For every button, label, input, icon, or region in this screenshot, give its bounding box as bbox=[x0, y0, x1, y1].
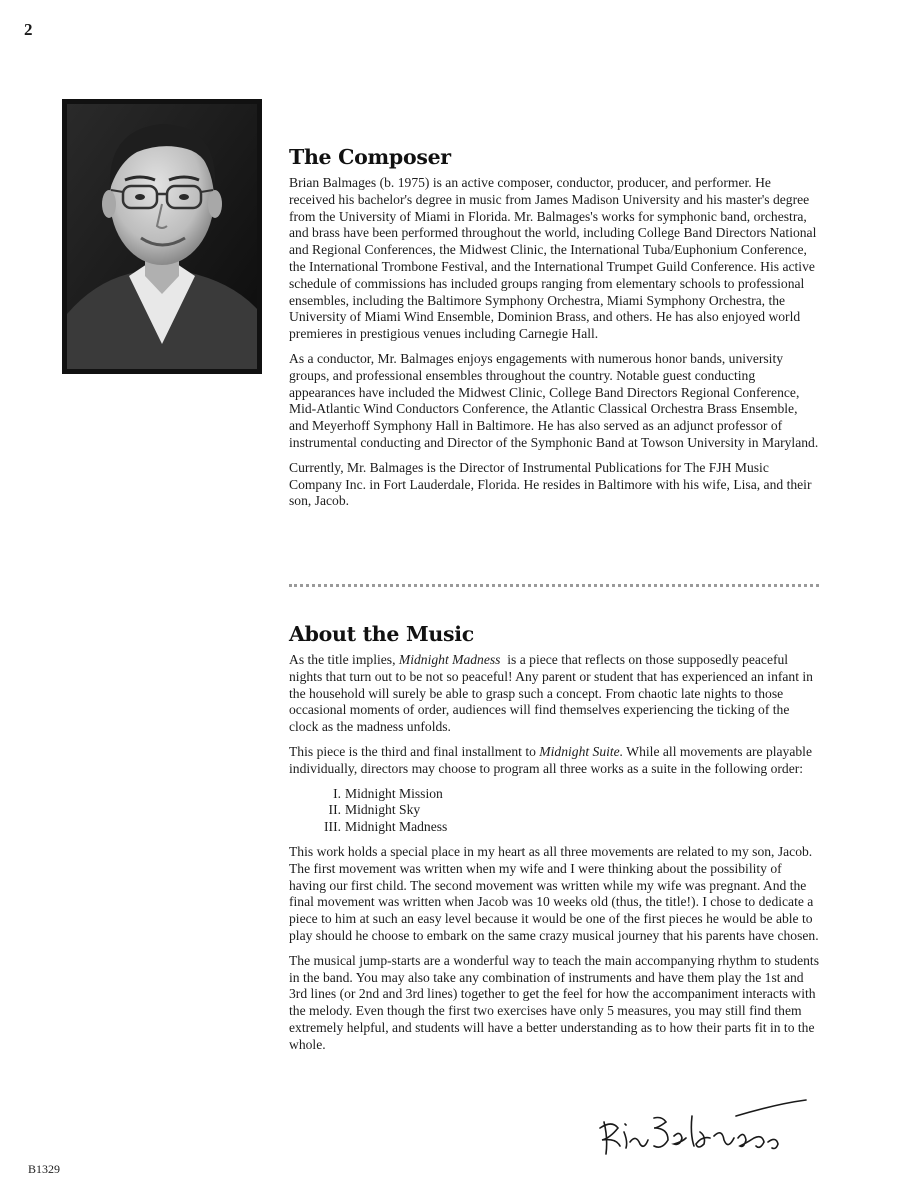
movement-title: Midnight Mission bbox=[345, 785, 443, 801]
music-paragraph-3: This work holds a special place in my heart as all three movements are related to my son, Jacob. The first movement was written when my wife and I were thinking about the possibility of having our first child. The second movement was written while my wife was pregnant. And the final movement was written when Jacob was 10 weeks old (thus, the title!). I chose to dedicate a piece to him at such an easy level because it would be one of the first pieces he would be able to play should he choose to embark on the same crazy musical journey that his parents have chosen. bbox=[289, 843, 819, 943]
p1-before: As the title implies, bbox=[289, 652, 399, 667]
movement-number: III. bbox=[324, 819, 341, 835]
music-section bbox=[289, 622, 819, 1062]
p1-title: Midnight Madness bbox=[398, 652, 501, 667]
movement-title: Midnight Sky bbox=[345, 802, 421, 818]
list-item bbox=[311, 786, 819, 803]
composer-heading: The Composer bbox=[289, 145, 451, 169]
p2-after: While all movements are playable individually, directors may choose to program all three works as a suite in the following order: bbox=[289, 743, 812, 776]
signature bbox=[596, 1098, 810, 1160]
list-item bbox=[311, 819, 819, 836]
signature-icon bbox=[596, 1098, 810, 1160]
composer-paragraph-3: Currently, Mr. Balmages is the Director of Instrumental Publications for The FJH Music Company Inc. in Fort Lauderdale, Florida. He resides in Baltimore with his wife, Lisa, and their son, Jacob. bbox=[289, 459, 812, 509]
movement-number: I. bbox=[333, 785, 341, 801]
music-paragraph-2 bbox=[289, 744, 819, 778]
music-paragraph-4: The musical jump-starts are a wonderful way to teach the main accompanying rhythm to students in the band. You may also take any combination of instruments and have them play the 1st and 3rd lines (or 2nd and 3rd lines) together to get the feel for how the accompaniment interacts with the melody. Even though the first two exercises have only 5 measures, you may still find them extremely helpful, and students will have a better understanding as to how their parts fit in to the whole. bbox=[289, 952, 820, 1052]
catalog-number: B1329 bbox=[28, 1162, 61, 1176]
music-paragraph-1 bbox=[289, 652, 819, 736]
page-number: 2 bbox=[24, 20, 33, 39]
music-heading: About the Music bbox=[289, 622, 474, 646]
list-item bbox=[311, 802, 819, 819]
portrait-image bbox=[67, 104, 257, 369]
movement-number: II. bbox=[328, 802, 341, 818]
section-divider bbox=[289, 584, 819, 587]
p1-after: is a piece that reflects on those supposedly peaceful nights that turn out to be not so peaceful! Any parent or student that has experienced an infant in the household will surely be able to grasp such a concept. From chaotic late nights to those occasional moments of order, audiences will find themselves experiencing the ticking of the clock as the madness unfolds. bbox=[289, 652, 817, 735]
composer-paragraph-2: As a conductor, Mr. Balmages enjoys engagements with numerous honor bands, university groups, and professional ensembles throughout the country. Notable guest conducting appearances have included the Midwest Clinic, College Band Directors Regional Conference, Mid-Atlantic Wind Conductors Conference, the Atlantic Classical Orchestra Brass Ensemble, and Meyerhoff Symphony Hall in Baltimore. He has also served as an adjunct professor of instrumental conducting and Director of the Symphonic Band at Towson University in Maryland. bbox=[289, 350, 819, 450]
composer-paragraph-1: Brian Balmages (b. 1975) is an active composer, conductor, producer, and performer. He received his bachelor's degree in music from James Madison University and his master's degree from the University of Miami in Florida. Mr. Balmages's works for symphonic band, orchestra, and brass have been performed throughout the world, including College Band Directors National and Regional Conferences, the Midwest Clinic, the International Tuba/Euphonium Conference, the International Trombone Festival, and the International Trumpet Guild Conference. His active schedule of commissions has included groups ranging from elementary schools to professional ensembles, including the Baltimore Symphony Orchestra, Miami Symphony Orchestra, the University of Miami Wind Ensemble, Dominion Brass, and others. He has also enjoyed world premieres in prestigious venues including Carnegie Hall. bbox=[289, 175, 817, 342]
movement-title: Midnight Madness bbox=[345, 819, 448, 835]
p2-title: Midnight Suite. bbox=[539, 743, 624, 759]
movement-list bbox=[311, 786, 819, 836]
composer-photo bbox=[62, 99, 262, 374]
composer-section bbox=[289, 145, 819, 518]
p2-before: This piece is the third and final installment to bbox=[289, 743, 540, 759]
